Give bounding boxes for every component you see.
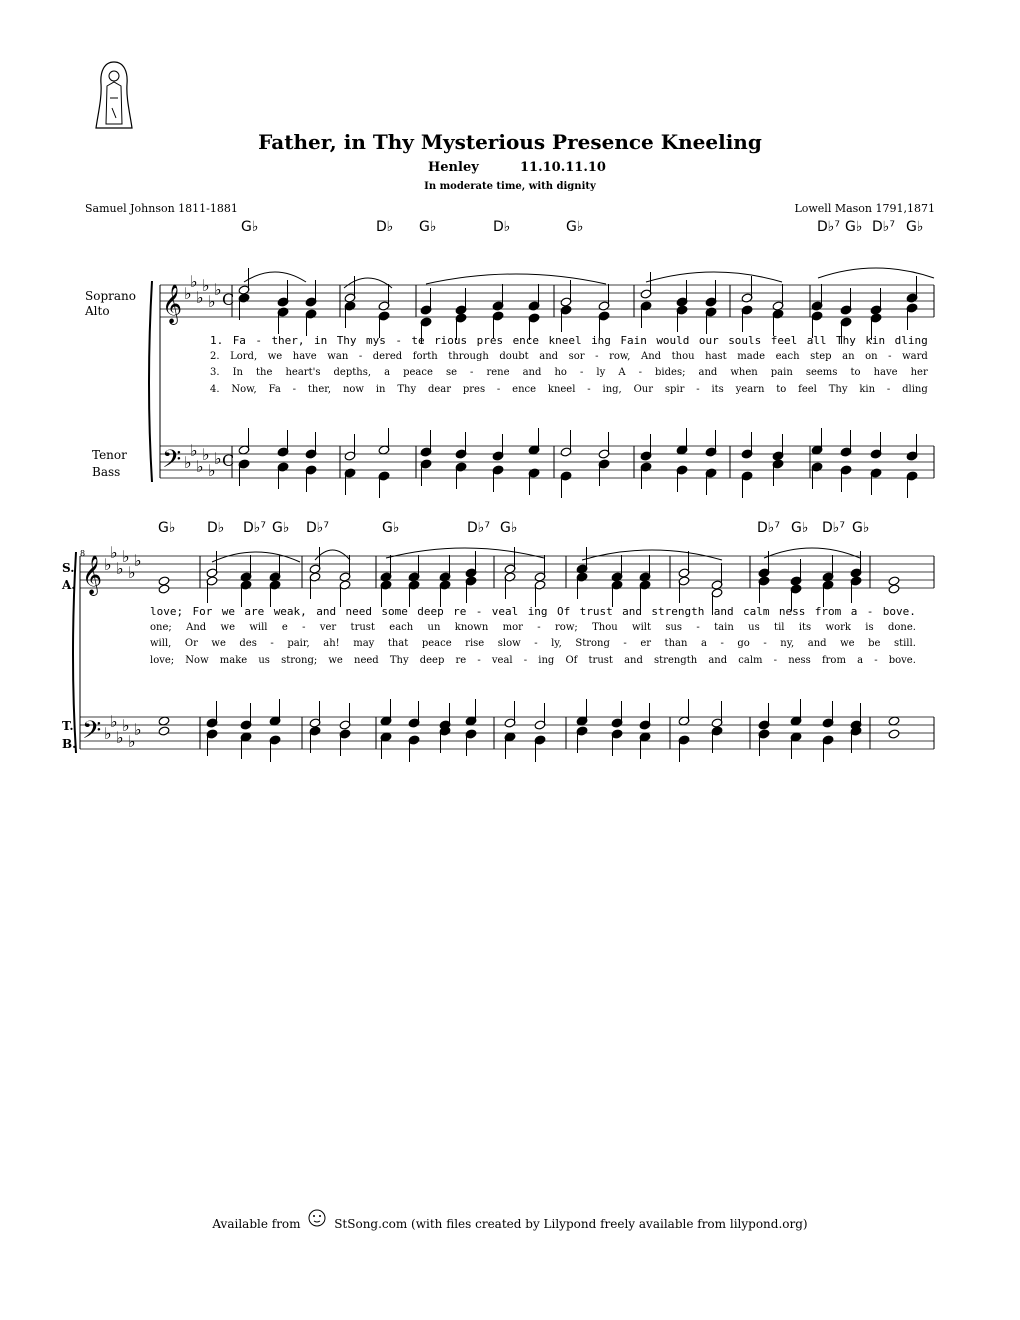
flat-accidental-icon: ♭ bbox=[208, 461, 216, 480]
lyric-syllable: we bbox=[221, 605, 236, 618]
lyric-syllable: Now, bbox=[231, 383, 257, 395]
lyric-syllable: depths, bbox=[333, 367, 372, 378]
lyric-syllable: a bbox=[857, 654, 864, 666]
flat-accidental-icon: ♭ bbox=[202, 276, 210, 295]
lyric-syllable: is bbox=[865, 621, 874, 633]
lyric-syllable: its bbox=[798, 621, 812, 633]
lyric-syllable: done. bbox=[887, 621, 916, 633]
lyric-syllable: that bbox=[387, 638, 409, 649]
lyric-syllable: to bbox=[850, 367, 861, 378]
lyric-syllable: Strong bbox=[575, 638, 610, 649]
part-label-a: A. bbox=[62, 578, 76, 592]
lyric-syllable: have bbox=[873, 367, 898, 378]
lyric-line bbox=[150, 638, 916, 649]
lyric-syllable: calm bbox=[738, 654, 763, 666]
lyric-syllable: pain bbox=[770, 367, 793, 378]
bass-note bbox=[888, 729, 900, 739]
part-label-t: T. bbox=[62, 719, 74, 733]
slur bbox=[764, 548, 860, 558]
lyric-syllable: ly, bbox=[551, 638, 562, 649]
lyric-syllable: row, bbox=[609, 350, 631, 362]
slur bbox=[244, 272, 306, 282]
lyric-syllable: A bbox=[618, 367, 626, 378]
lyric-syllable: tain bbox=[714, 621, 734, 633]
lyric-syllable: we bbox=[220, 621, 235, 633]
lyric-line bbox=[150, 622, 916, 633]
lyric-syllable: made bbox=[737, 350, 766, 362]
lyric-syllable: ver bbox=[319, 621, 337, 633]
treble-clef-icon: 𝄞 bbox=[82, 555, 103, 595]
lyric-syllable: have bbox=[292, 350, 317, 362]
lyric-syllable: peace bbox=[403, 367, 433, 378]
lyric-syllable: heart's bbox=[285, 367, 321, 378]
soprano-note bbox=[888, 576, 900, 586]
lyric-syllable: and bbox=[807, 638, 827, 649]
chord-symbol: D♭⁷ bbox=[822, 520, 845, 536]
tenor-note bbox=[158, 716, 170, 726]
lyric-syllable: 3. bbox=[210, 367, 220, 378]
flat-accidental-icon: ♭ bbox=[122, 547, 130, 566]
composer-credit: Lowell Mason 1791,1871 bbox=[794, 202, 935, 215]
alto-note bbox=[158, 584, 170, 594]
lyric-syllable: strength bbox=[651, 605, 705, 618]
part-label-s: S. bbox=[62, 561, 75, 575]
chord-symbol: G♭ bbox=[906, 219, 924, 235]
lyric-syllable: Of bbox=[556, 605, 571, 618]
lyric-syllable: each bbox=[389, 621, 414, 633]
lyric-syllable: 4. bbox=[210, 383, 220, 395]
lyric-syllable: ence bbox=[512, 334, 540, 347]
chord-symbol: D♭⁷ bbox=[467, 520, 490, 536]
lyric-syllable: may bbox=[353, 638, 375, 649]
lyric-syllable: we bbox=[267, 350, 283, 362]
lyric-syllable: - bbox=[866, 605, 874, 618]
flat-accidental-icon: ♭ bbox=[134, 720, 142, 739]
lyric-syllable: se bbox=[445, 367, 457, 378]
lyric-syllable: pres bbox=[476, 334, 504, 347]
slur bbox=[426, 274, 606, 284]
lyric-syllable: - bbox=[638, 367, 642, 378]
lyric-syllable: - bbox=[579, 367, 584, 378]
soprano-note bbox=[158, 576, 170, 586]
lyric-syllable: ing bbox=[527, 605, 548, 618]
lyric-syllable: ho bbox=[554, 367, 567, 378]
lyric-syllable: e bbox=[281, 621, 288, 633]
lyric-syllable: and bbox=[708, 654, 728, 666]
lyric-syllable: ther, bbox=[271, 334, 305, 347]
time-signature: C bbox=[222, 451, 235, 470]
part-label-b: B. bbox=[62, 737, 77, 751]
lyric-syllable: And bbox=[186, 621, 207, 633]
lyric-syllable: til bbox=[774, 621, 785, 633]
flat-accidental-icon: ♭ bbox=[196, 457, 204, 476]
slur bbox=[344, 278, 392, 288]
lyric-syllable: feel bbox=[798, 383, 817, 395]
lyric-syllable: than bbox=[664, 638, 688, 649]
flat-accidental-icon: ♭ bbox=[116, 728, 124, 747]
lyric-syllable: rene bbox=[486, 367, 510, 378]
lyric-syllable: Our bbox=[633, 383, 653, 395]
chord-symbol: G♭ bbox=[419, 219, 437, 235]
part-label-bass: Bass bbox=[92, 465, 121, 479]
lyric-syllable: In bbox=[232, 367, 243, 378]
lyric-syllable: - bbox=[537, 621, 541, 633]
flat-accidental-icon: ♭ bbox=[190, 272, 198, 291]
lyric-syllable: bides; bbox=[655, 367, 686, 378]
lyric-syllable: mys bbox=[366, 334, 386, 347]
lyric-syllable: love; bbox=[150, 654, 175, 666]
lyric-syllable: - bbox=[270, 638, 274, 649]
lyric-syllable: are bbox=[244, 605, 265, 618]
lyric-syllable: Thy bbox=[397, 383, 417, 395]
alto-note bbox=[888, 584, 900, 594]
flat-accidental-icon: ♭ bbox=[196, 288, 204, 307]
lyric-line bbox=[150, 605, 916, 618]
lyric-syllable: - bbox=[888, 350, 892, 362]
lyric-syllable: - bbox=[292, 383, 297, 395]
lyric-syllable: our bbox=[698, 334, 719, 347]
lyric-syllable: kin bbox=[865, 334, 886, 347]
lyric-syllable: and bbox=[522, 367, 542, 378]
lyric-syllable: yearn bbox=[735, 383, 765, 395]
chord-symbol: D♭ bbox=[207, 520, 225, 536]
lyric-syllable: from bbox=[814, 605, 842, 618]
lyric-syllable: For bbox=[192, 605, 213, 618]
lyric-syllable: and bbox=[622, 605, 642, 618]
lyric-syllable: - bbox=[358, 350, 363, 362]
lyric-syllable: and bbox=[698, 367, 718, 378]
lyric-syllable: seems bbox=[805, 367, 838, 378]
lyric-syllable: through bbox=[448, 350, 489, 362]
lyric-syllable: step bbox=[810, 350, 832, 362]
lyric-syllable: known bbox=[454, 621, 489, 633]
lyric-syllable: - bbox=[534, 638, 538, 649]
flat-accidental-icon: ♭ bbox=[128, 732, 136, 751]
lyric-line bbox=[210, 384, 928, 395]
flat-accidental-icon: ♭ bbox=[214, 280, 222, 299]
flat-accidental-icon: ♭ bbox=[104, 555, 112, 574]
part-label-tenor: Tenor bbox=[92, 448, 127, 462]
bass-clef-icon: 𝄢 bbox=[82, 716, 102, 751]
lyric-syllable: kneel bbox=[547, 383, 576, 395]
lyric-syllable: hast bbox=[705, 350, 727, 362]
lyric-syllable: wan bbox=[327, 350, 349, 362]
lyric-syllable: will, bbox=[150, 638, 172, 649]
chord-symbol: G♭ bbox=[382, 520, 400, 536]
lyric-syllable: still. bbox=[893, 638, 916, 649]
lyric-syllable: row; bbox=[555, 621, 578, 633]
flat-accidental-icon: ♭ bbox=[134, 551, 142, 570]
lyric-syllable: trust bbox=[588, 654, 613, 666]
lyric-syllable: the bbox=[256, 367, 273, 378]
lyric-syllable: te bbox=[411, 334, 425, 347]
lyric-syllable: - bbox=[477, 654, 481, 666]
lyric-syllable: an bbox=[842, 350, 855, 362]
tempo-marking: In moderate time, with dignity bbox=[424, 181, 596, 192]
chord-symbol: G♭ bbox=[500, 520, 518, 536]
lyric-syllable: ence bbox=[512, 383, 537, 395]
lyric-syllable: some bbox=[381, 605, 408, 618]
lyric-syllable: - bbox=[255, 334, 262, 347]
lyric-syllable: us bbox=[748, 621, 760, 633]
lyric-syllable: pres bbox=[462, 383, 486, 395]
part-label-soprano: Soprano bbox=[85, 289, 136, 303]
lyric-syllable: peace bbox=[421, 638, 452, 649]
lyric-syllable: need bbox=[345, 605, 372, 618]
lyric-syllable: ah! bbox=[323, 638, 340, 649]
lyric-syllable: ness bbox=[778, 605, 806, 618]
lyric-syllable: - bbox=[773, 654, 778, 666]
lyric-syllable: rise bbox=[465, 638, 485, 649]
flat-accidental-icon: ♭ bbox=[110, 543, 118, 562]
slur bbox=[315, 550, 350, 560]
lyric-syllable: we bbox=[211, 638, 226, 649]
flat-accidental-icon: ♭ bbox=[116, 559, 124, 578]
tenor-note bbox=[888, 716, 900, 726]
lyric-syllable: And bbox=[641, 350, 662, 362]
chord-symbol: G♭ bbox=[566, 219, 584, 235]
flat-accidental-icon: ♭ bbox=[214, 449, 222, 468]
lyric-syllable: work bbox=[825, 621, 851, 633]
lyric-syllable: ny, bbox=[780, 638, 795, 649]
lyric-syllable: pair, bbox=[287, 638, 310, 649]
lyric-syllable: deep bbox=[419, 654, 445, 666]
lyric-syllable: Thy bbox=[389, 654, 409, 666]
system-brace bbox=[149, 281, 152, 482]
bass-clef-icon: 𝄢 bbox=[162, 445, 182, 480]
slur bbox=[386, 548, 544, 558]
lyric-syllable: - bbox=[874, 654, 878, 666]
lyric-syllable: sus bbox=[665, 621, 683, 633]
lyric-syllable: calm bbox=[743, 605, 770, 618]
lyric-syllable: we bbox=[840, 638, 855, 649]
lyric-syllable: - bbox=[720, 638, 724, 649]
lyric-syllable: dear bbox=[427, 383, 451, 395]
lyric-syllable: - bbox=[470, 367, 474, 378]
lyric-syllable: forth bbox=[412, 350, 438, 362]
lyric-syllable: un bbox=[427, 621, 441, 633]
lyric-syllable: - bbox=[696, 383, 700, 395]
lyric-syllable: would bbox=[656, 334, 690, 347]
lyric-syllable: each bbox=[775, 350, 800, 362]
lyric-syllable: weak, bbox=[273, 605, 307, 618]
lyric-syllable: ward bbox=[902, 350, 928, 362]
lyric-syllable: dered bbox=[372, 350, 403, 362]
lyric-syllable: Fa bbox=[232, 334, 246, 347]
time-signature: C bbox=[222, 290, 235, 309]
lyric-syllable: Thy bbox=[828, 383, 848, 395]
chord-symbol: D♭ bbox=[376, 219, 394, 235]
lyric-syllable: spir bbox=[664, 383, 685, 395]
chord-symbol: D♭⁷ bbox=[817, 219, 840, 235]
song-title: Father, in Thy Mysterious Presence Kneeling bbox=[258, 130, 762, 154]
lyric-syllable: deep bbox=[417, 605, 444, 618]
lyric-syllable: bove. bbox=[888, 654, 916, 666]
flat-accidental-icon: ♭ bbox=[110, 712, 118, 731]
lyric-syllable: on bbox=[865, 350, 878, 362]
chord-symbol: D♭ bbox=[493, 219, 511, 235]
lyric-syllable: a bbox=[700, 638, 707, 649]
slur bbox=[582, 550, 722, 560]
lyric-syllable: and bbox=[539, 350, 559, 362]
lyric-syllable: re bbox=[455, 654, 467, 666]
chord-symbol: G♭ bbox=[852, 520, 870, 536]
lyric-syllable: and bbox=[316, 605, 337, 618]
stsong-logo-icon bbox=[306, 1208, 328, 1232]
lyric-syllable: Thy bbox=[836, 334, 856, 347]
lyric-syllable: kin bbox=[859, 383, 876, 395]
lyric-syllable: go bbox=[737, 638, 750, 649]
lyric-syllable: rious bbox=[434, 334, 468, 347]
lyric-syllable: need bbox=[354, 654, 379, 666]
lyric-syllable: Of bbox=[565, 654, 578, 666]
treble-clef-icon: 𝄞 bbox=[162, 284, 183, 324]
lyric-syllable: in bbox=[375, 383, 386, 395]
flat-accidental-icon: ♭ bbox=[184, 453, 192, 472]
lyric-syllable: Now bbox=[185, 654, 209, 666]
lyric-syllable: trust bbox=[350, 621, 375, 633]
lyric-syllable: slow bbox=[497, 638, 521, 649]
lyric-syllable: and bbox=[624, 654, 643, 666]
lyric-syllable: wilt bbox=[632, 621, 652, 633]
lyric-syllable: love; bbox=[150, 605, 184, 618]
lyric-syllable: Lord, bbox=[230, 350, 258, 362]
lyric-syllable: souls bbox=[728, 334, 762, 347]
lyric-syllable: bove. bbox=[882, 605, 916, 618]
lyric-syllable: trust bbox=[579, 605, 613, 618]
lyric-syllable: ing, bbox=[602, 383, 622, 395]
lyric-syllable: ther, bbox=[307, 383, 332, 395]
lyric-syllable: us bbox=[258, 654, 270, 666]
lyric-syllable: thou bbox=[671, 350, 695, 362]
lyric-syllable: ly bbox=[596, 367, 606, 378]
lyric-syllable: strength bbox=[654, 654, 698, 666]
lyric-syllable: sor bbox=[568, 350, 585, 362]
lyric-syllable: Fa bbox=[268, 383, 281, 395]
lyric-syllable: one; bbox=[150, 621, 172, 633]
lyric-syllable: in bbox=[314, 334, 328, 347]
flat-accidental-icon: ♭ bbox=[122, 716, 130, 735]
lyric-syllable: - bbox=[475, 605, 483, 618]
lyric-syllable: Thou bbox=[592, 621, 618, 633]
lyric-syllable: - bbox=[696, 621, 700, 633]
lyric-syllable: her bbox=[910, 367, 928, 378]
lyric-syllable: all bbox=[806, 334, 827, 347]
lyric-syllable: when bbox=[730, 367, 758, 378]
slur bbox=[646, 272, 782, 282]
footer-prefix: Available from bbox=[212, 1217, 301, 1231]
lyric-syllable: to bbox=[776, 383, 787, 395]
lyric-syllable: we bbox=[328, 654, 343, 666]
lyric-line bbox=[210, 334, 928, 347]
lyric-syllable: - bbox=[763, 638, 767, 649]
chord-symbol: G♭ bbox=[272, 520, 290, 536]
lyric-line bbox=[210, 367, 928, 378]
lyric-syllable: - bbox=[623, 638, 627, 649]
chord-symbol: D♭⁷ bbox=[306, 520, 329, 536]
flat-accidental-icon: ♭ bbox=[104, 724, 112, 743]
flat-accidental-icon: ♭ bbox=[202, 445, 210, 464]
lyric-syllable: its bbox=[711, 383, 724, 395]
lyric-syllable: now bbox=[342, 383, 364, 395]
chord-symbol: G♭ bbox=[241, 219, 259, 235]
bass-note bbox=[158, 726, 170, 736]
flat-accidental-icon: ♭ bbox=[190, 441, 198, 460]
lyric-syllable: re bbox=[453, 605, 467, 618]
lyric-syllable: Fain bbox=[620, 334, 647, 347]
tune-name: Henley bbox=[428, 160, 479, 175]
flat-accidental-icon: ♭ bbox=[208, 292, 216, 311]
lyric-line bbox=[210, 351, 928, 362]
chord-symbol: D♭⁷ bbox=[243, 520, 266, 536]
lyric-syllable: 2. bbox=[210, 350, 220, 362]
chord-symbol: G♭ bbox=[845, 219, 863, 235]
lyric-syllable: - bbox=[523, 654, 528, 666]
lyric-syllable: - bbox=[302, 621, 306, 633]
chord-symbol: D♭⁷ bbox=[872, 219, 895, 235]
lyric-syllable: veal bbox=[491, 654, 513, 666]
lyric-syllable: dling bbox=[902, 383, 928, 395]
lyric-syllable: ing bbox=[538, 654, 555, 666]
lyric-syllable: er bbox=[640, 638, 652, 649]
footer bbox=[0, 1208, 1020, 1232]
lyric-syllable: kneel bbox=[548, 334, 582, 347]
lyric-syllable: be bbox=[868, 638, 881, 649]
lyric-syllable: strong; bbox=[281, 654, 318, 666]
lyric-syllable: - bbox=[587, 383, 591, 395]
chord-symbol: G♭ bbox=[791, 520, 809, 536]
lyric-syllable: - bbox=[595, 350, 599, 362]
lyric-syllable: - bbox=[496, 383, 501, 395]
lyric-syllable: des bbox=[239, 638, 257, 649]
lyric-syllable: and bbox=[713, 605, 734, 618]
chord-symbol: G♭ bbox=[158, 520, 176, 536]
lyric-syllable: ing bbox=[591, 334, 611, 347]
lyric-syllable: feel bbox=[770, 334, 798, 347]
lyric-syllable: Or bbox=[184, 638, 198, 649]
part-label-alto: Alto bbox=[85, 304, 110, 318]
lyric-syllable: will bbox=[249, 621, 268, 633]
lyric-syllable: a bbox=[384, 367, 391, 378]
lyric-syllable: 1. bbox=[210, 334, 224, 347]
lyric-syllable: veal bbox=[491, 605, 519, 618]
lyric-syllable: make bbox=[219, 654, 248, 666]
lyric-syllable: a bbox=[850, 605, 858, 618]
measure-number: 8 bbox=[80, 549, 86, 558]
chord-symbol: D♭⁷ bbox=[757, 520, 780, 536]
meter: 11.10.11.10 bbox=[520, 160, 606, 175]
lyric-syllable: Thy bbox=[336, 334, 357, 347]
lyric-syllable: dling bbox=[894, 334, 928, 347]
lyric-line bbox=[150, 655, 916, 666]
lyric-syllable: ness bbox=[788, 654, 811, 666]
lyric-syllable: doubt bbox=[499, 350, 529, 362]
lyricist-credit: Samuel Johnson 1811-1881 bbox=[85, 202, 238, 215]
lyric-syllable: from bbox=[821, 654, 846, 666]
slur bbox=[212, 552, 300, 562]
lyric-syllable: - bbox=[395, 334, 402, 347]
lyric-syllable: mor bbox=[502, 621, 523, 633]
stsong-link[interactable]: StSong.com (with files created by Lilypond freely available from lilypond.org) bbox=[334, 1217, 808, 1231]
flat-accidental-icon: ♭ bbox=[184, 284, 192, 303]
lyric-syllable: - bbox=[886, 383, 891, 395]
flat-accidental-icon: ♭ bbox=[128, 563, 136, 582]
